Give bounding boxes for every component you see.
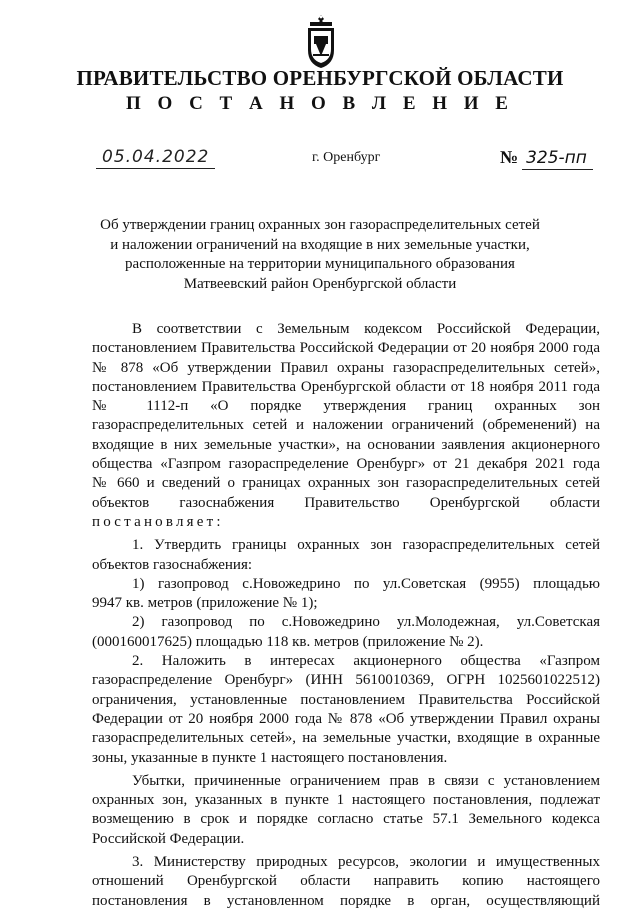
body-line: Федерации от 20 ноября 2000 года № 878 «Об утверждении Правил охраны	[92, 710, 600, 727]
body-line: № 660 и сведений о границах охранных зон газораспределительных сетей	[92, 475, 600, 492]
subject-line: расположенные на территории муниципального образования	[125, 256, 515, 272]
body-line: газораспределительных сетей и наложении ограничений (обременений) на	[92, 417, 600, 434]
body-line: входящие в них земельные участки», на основании заявления акционерного	[92, 436, 600, 453]
body-line: 3. Министерству природных ресурсов, экологии и имущественных	[132, 854, 600, 871]
body-line: постановления в установленном порядке в орган, осуществляющий	[92, 892, 600, 909]
body-line: 1) газопровод с.Новожедрино по ул.Советская (9955) площадью	[132, 575, 600, 592]
coat-of-arms-icon	[303, 14, 339, 70]
body-line: 9947 кв. метров (приложение № 1);	[92, 595, 318, 612]
document-subject	[60, 216, 580, 294]
body-line: Российской Федерации.	[92, 830, 245, 847]
body-line: общества «Газпром газораспределение Оренбург» от 21 декабря 2021 года	[92, 456, 600, 473]
body-line: № 878 «Об утверждении Правил охраны газораспределительных сетей»,	[92, 359, 600, 376]
body-line: № 1112-п «О порядке утверждения границ охранных зон	[92, 398, 600, 415]
body-line: газораспределение Оренбург» (ИНН 5610010369, ОГРН 1025601022512)	[92, 672, 600, 689]
document-number	[500, 147, 593, 168]
government-name: ПРАВИТЕЛЬСТВО ОРЕНБУРГСКОЙ ОБЛАСТИ	[76, 66, 564, 90]
number-prefix: №	[500, 147, 519, 167]
body-line: газораспределительных сетей», на земельные участки, входящие в охранные	[92, 730, 600, 747]
subject-line: и наложении ограничений на входящие в них земельные участки,	[110, 236, 530, 253]
document-meta	[0, 147, 640, 171]
body-line: ограничения, установленные постановлением Правительства Российской	[92, 691, 600, 708]
body-line: 1. Утвердить границы охранных зон газораспределительных сетей	[132, 537, 600, 554]
body-line: (000160017625) площадью 118 кв. метров (приложение № 2).	[92, 633, 484, 650]
document-city: г. Оренбург	[312, 150, 381, 165]
body-line: постановлением Правительства Российской Федерации от 20 ноября 2000 года	[92, 340, 600, 357]
number-value: 325-пп	[522, 148, 593, 170]
document-date: 05.04.2022	[96, 147, 215, 169]
body-line: объектов газоснабжения:	[92, 556, 253, 573]
body-line: отношений Оренбургской области направить копию настоящего	[92, 873, 600, 890]
subject-line: Об утверждении границ охранных зон газораспределительных сетей	[100, 217, 540, 233]
body-line: объектов газоснабжения Правительство Оренбургской области	[92, 494, 600, 511]
body-line: охранных зон, указанных в пункте 1 настоящего постановления, подлежат	[92, 792, 600, 809]
body-line: 2) газопровод по с.Новожедрино ул.Молодежная, ул.Советская	[132, 614, 600, 631]
document-body	[92, 320, 600, 911]
body-line-resolves: постановляет:	[92, 513, 224, 530]
body-line: возмещению в срок и порядке согласно статье 57.1 Земельного кодекса	[92, 811, 600, 828]
subject-line: Матвеевский район Оренбургской области	[183, 275, 457, 292]
body-line: постановлением Правительства Оренбургской области от 18 ноября 2011 года	[92, 378, 600, 395]
document-type: П О С Т А Н О В Л Е Н И Е	[126, 93, 514, 114]
body-line: зоны, указанные в пункте 1 настоящего постановления.	[92, 749, 448, 766]
body-line: 2. Наложить в интересах акционерного общества «Газпром	[132, 653, 600, 670]
body-line: В соответствии с Земельным кодексом Российской Федерации,	[132, 321, 600, 337]
body-line: Убытки, причиненные ограничением прав в связи с установлением	[132, 772, 600, 789]
